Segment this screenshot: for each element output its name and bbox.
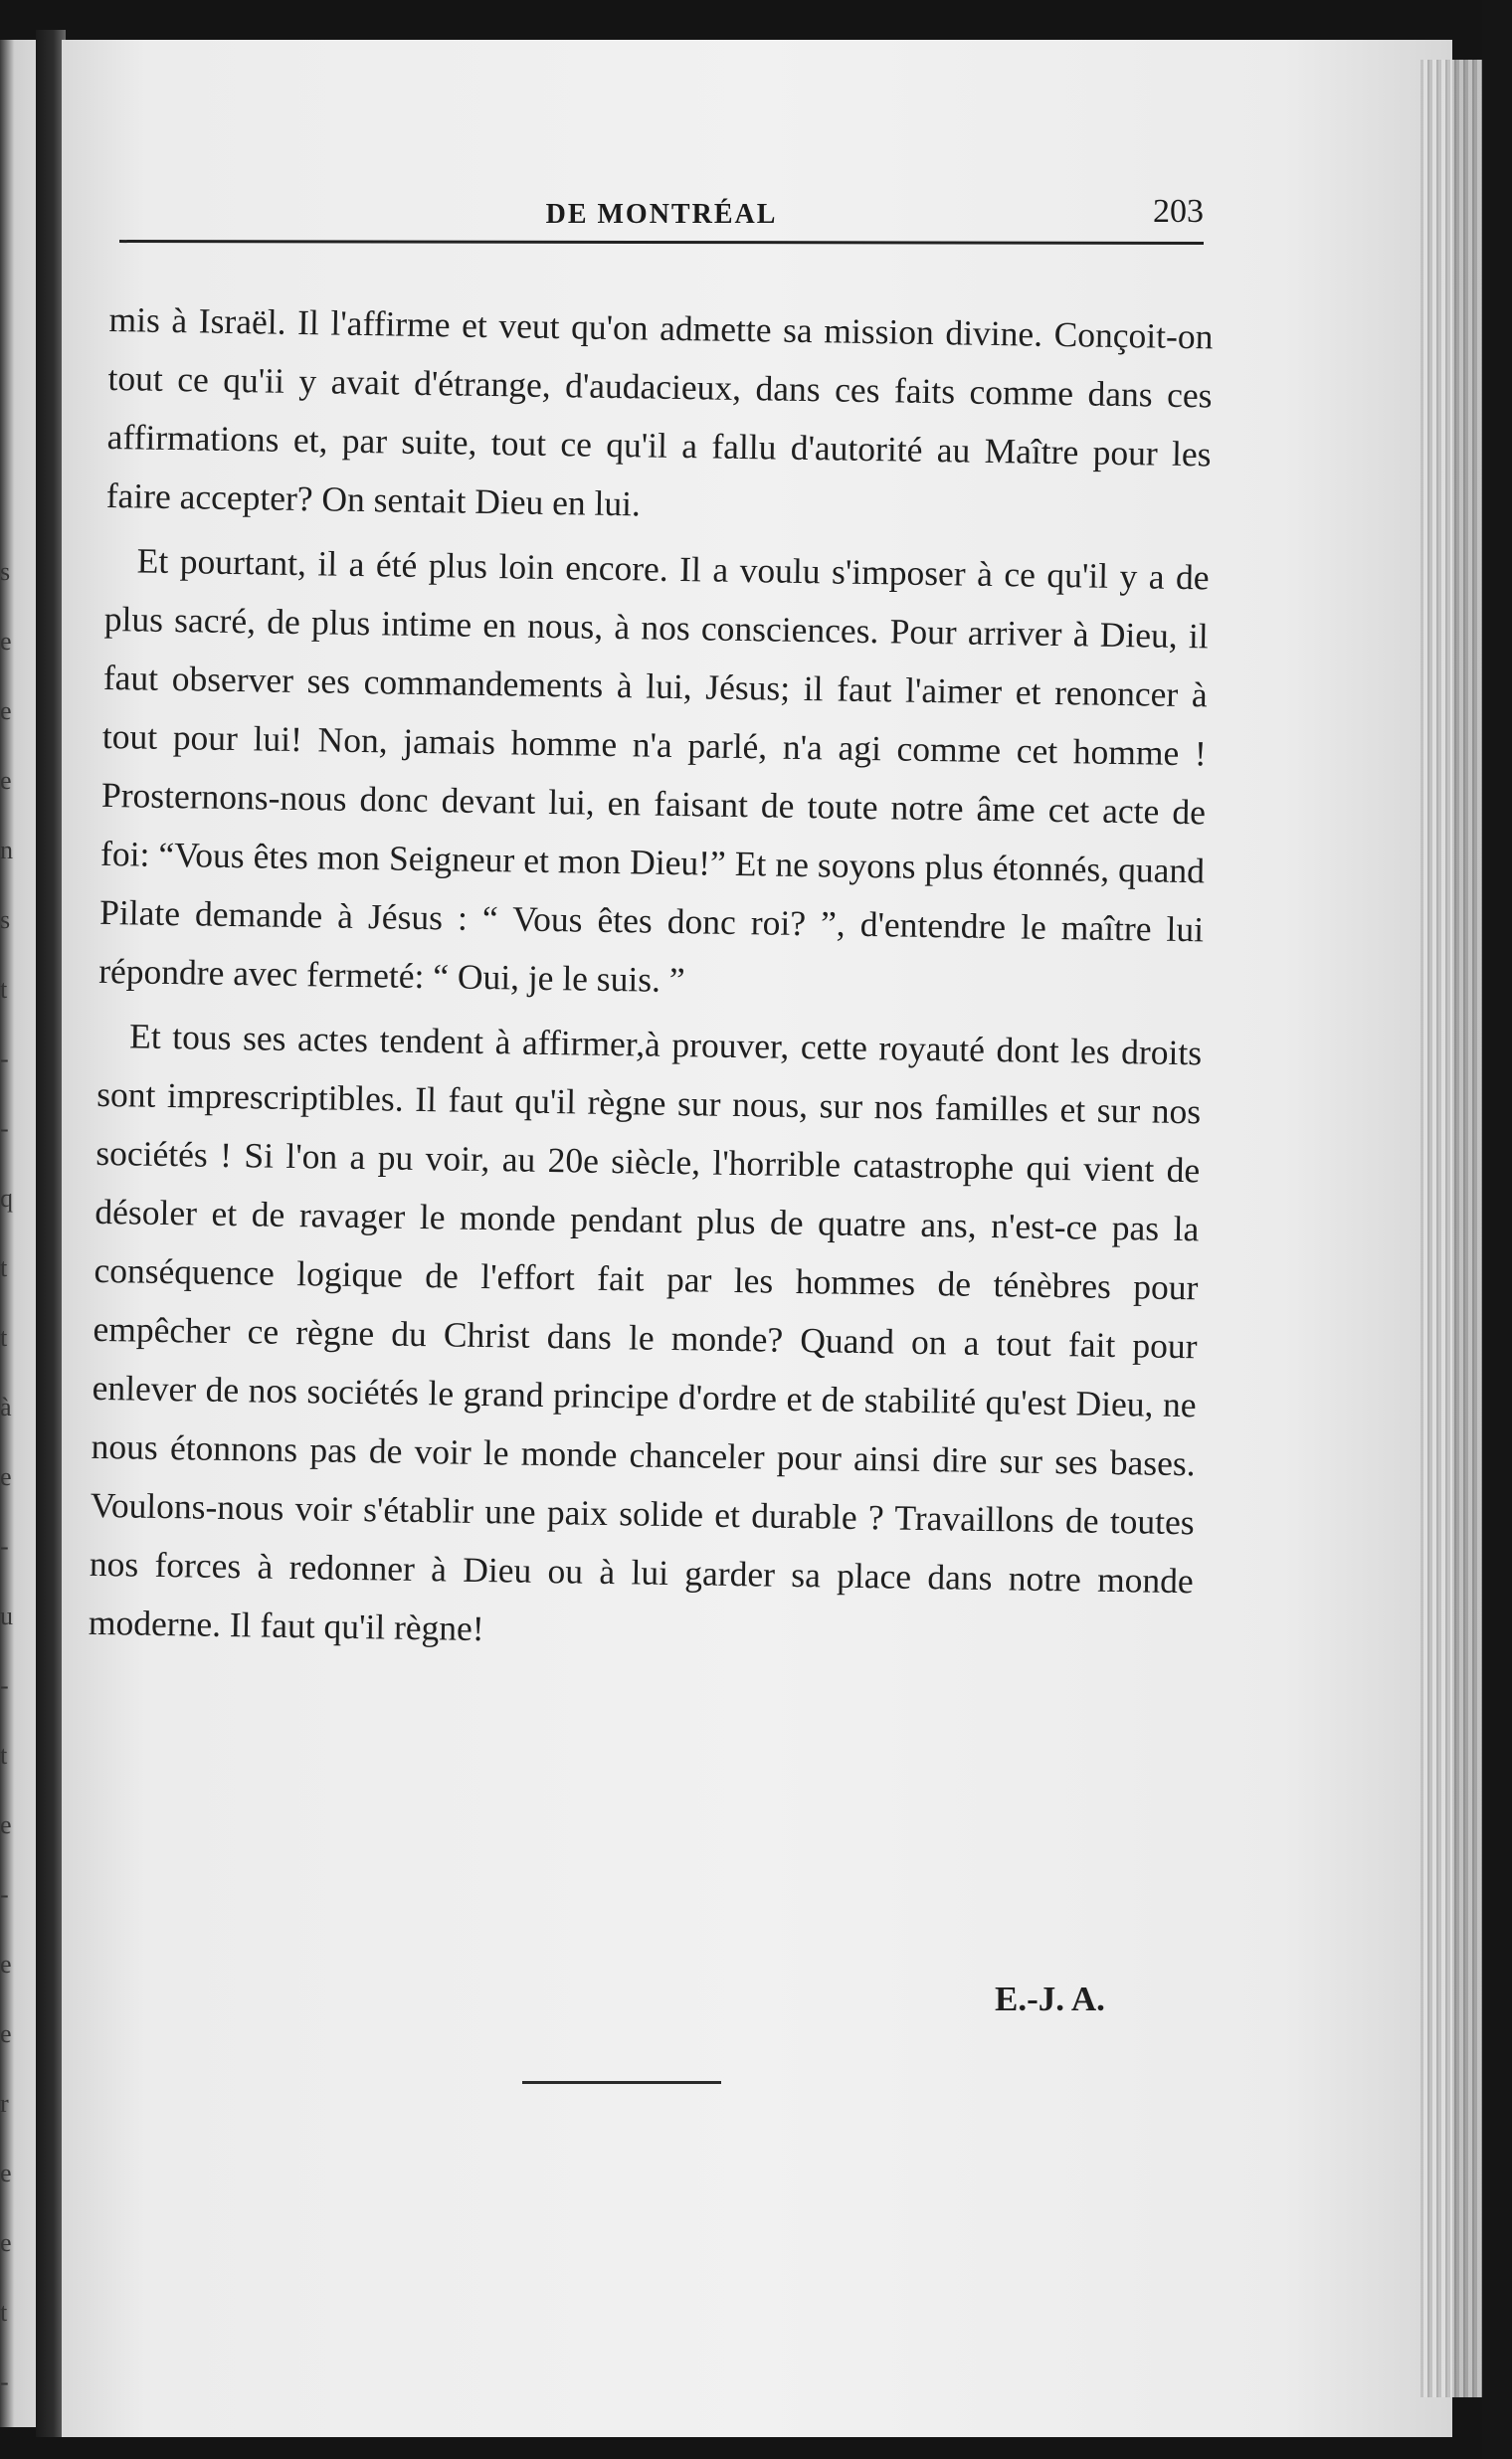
adjacent-page-letter: - <box>0 1532 9 1561</box>
adjacent-page-letter: t <box>0 1323 8 1352</box>
adjacent-page-fragments <box>0 537 24 2417</box>
author-signature: E.-J. A. <box>995 1980 1105 2018</box>
adjacent-page-letter: à <box>0 1393 12 1421</box>
adjacent-page-letter: e <box>0 1810 12 1839</box>
paragraph: mis à Israël. Il l'affirme et veut qu'on admette sa mission divine. Conçoit-on tout ce qu'ii y avait d'étrange, d'audacieux, dans ces faits comme dans ces affirmations et, par suite, tout ce qu'il a fallu d'autorité au Maître pour les faire accepter? On sentait Dieu en lui. <box>105 298 1214 524</box>
adjacent-page-letter: t <box>0 975 8 1004</box>
adjacent-page-edge <box>0 40 36 2427</box>
adjacent-page-letter: e <box>0 627 12 656</box>
body-text <box>88 290 1213 1675</box>
adjacent-page-letter: q <box>0 1184 13 1213</box>
adjacent-page-letter: - <box>0 2367 9 2396</box>
adjacent-page-letter: e <box>0 696 12 725</box>
adjacent-page-letter: e <box>0 766 12 795</box>
adjacent-page-letter: e <box>0 2159 12 2187</box>
adjacent-page-letter: - <box>0 1880 9 1909</box>
adjacent-page-letter: s <box>0 905 11 934</box>
running-head <box>119 189 1204 245</box>
running-title: DE MONTRÉAL <box>545 199 778 230</box>
scan-border <box>1482 0 1512 2459</box>
adjacent-page-letter: t <box>0 2298 8 2327</box>
adjacent-page-letter: - <box>0 1671 9 1700</box>
page-number: 203 <box>1153 193 1204 230</box>
adjacent-page-letter: - <box>0 1114 9 1143</box>
adjacent-page-letter: e <box>0 2228 12 2257</box>
closing-rule <box>522 2081 721 2084</box>
adjacent-page-letter: e <box>0 1950 12 1979</box>
adjacent-page-letter: e <box>0 1462 12 1491</box>
paragraph: Et tous ses actes tendent à affirmer,à prouver, cette royauté dont les droits sont imprescriptibles. Il faut qu'il règne sur nous, sur nos familles et sur nos sociétés ! Si l'on a pu voir, au 20e siècle, l'horrible catastrophe qui vient de désoler et de ravager le monde pendant plus de quatre ans, n'est-ce pas la conséquence logique de l'effort fait par les hommes de ténèbres pour empêcher ce règne du Christ dans le monde? Quand on a tout fait pour enlever de nos sociétés le grand principe d'ordre et de stabilité qu'est Dieu, ne nous étonnons pas de voir le monde chanceler pour ainsi dire sur ses bases. Voulons-nous voir s'établir une paix solide et durable ? Travaillons de toutes nos forces à redonner à Dieu ou à lui garder sa place dans notre monde moderne. Il faut qu'il règne! <box>88 1016 1203 1649</box>
adjacent-page-letter: n <box>0 836 13 864</box>
adjacent-page-letter: t <box>0 1253 8 1282</box>
adjacent-page-letter: r <box>0 2089 9 2118</box>
page-stack-edges <box>1420 60 1490 2397</box>
adjacent-page-letter: s <box>0 557 11 586</box>
adjacent-page-letter: t <box>0 1741 8 1770</box>
adjacent-page-letter: e <box>0 2019 12 2048</box>
adjacent-page-letter: u <box>0 1602 13 1630</box>
paragraph: Et pourtant, il a été plus loin encore. Il a voulu s'imposer à ce qu'il y a de plus sacré, de plus intime en nous, à nos consciences. Pour arriver à Dieu, il faut observer ses commandements à lui, Jésus; il faut l'aimer et renoncer à tout pour lui! Non, jamais homme n'a parlé, n'a agi comme cet homme ! Prosternons-nous donc devant lui, en faisant de toute notre âme cet acte de foi: “Vous êtes mon Seigneur et mon Dieu!” Et ne soyons plus étonnés, quand Pilate demande à Jésus : “ Vous êtes donc roi? ”, d'entendre le maître lui répondre avec fermeté: “ Oui, je le suis. ” <box>97 540 1210 1001</box>
adjacent-page-letter: - <box>0 1044 9 1073</box>
